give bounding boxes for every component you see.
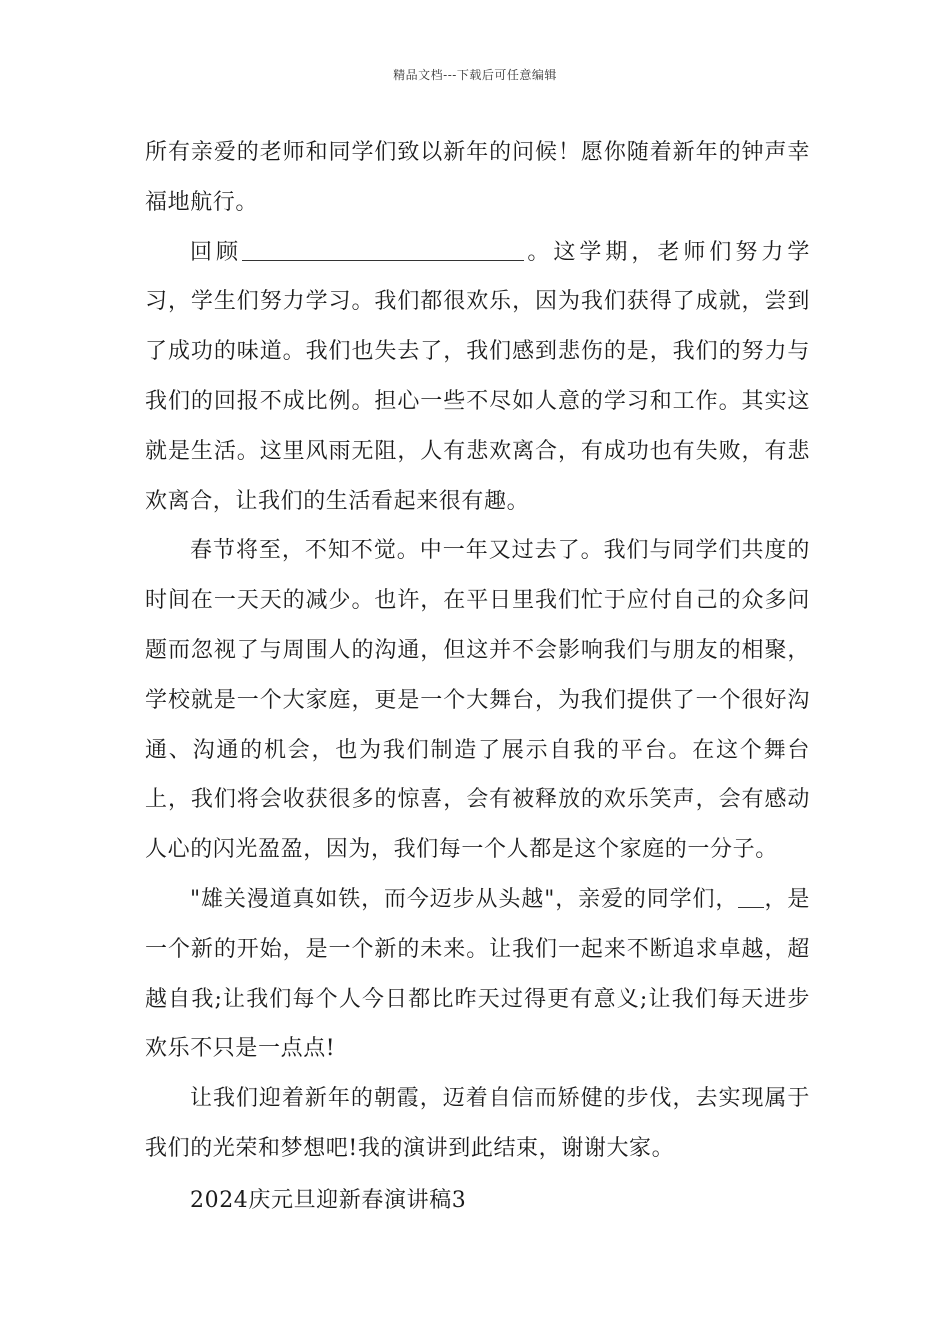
paragraph-review-lead: 回顾: [190, 239, 242, 265]
paragraph-greeting: 所有亲爱的老师和同学们致以新年的问候！愿你随着新年的钟声幸福地航行。: [145, 140, 810, 215]
paragraph-review: [145, 228, 810, 527]
paragraph-quote-body: ，是一个新的开始，是一个新的未来。让我们一起来不断追求卓越，超越自我;让我们每个人今日都比昨天过得更有意义;让我们每天进步欢乐不只是一点点!: [145, 886, 810, 1062]
document-body: [145, 128, 810, 1226]
fill-in-blank: [242, 238, 524, 261]
paragraph-quote: [145, 875, 810, 1074]
paragraph-quote-lead: "雄关漫道真如铁，而今迈步从头越"，亲爱的同学们，: [190, 886, 739, 912]
section-title: 2024庆元旦迎新春演讲稿3: [190, 1187, 467, 1213]
page-header: 精品文档---下载后可任意编辑: [393, 68, 557, 82]
paragraph-review-body: 。这学期，老师们努力学习，学生们努力学习。我们都很欢乐，因为我们获得了成就，尝到了成功的味道。我们也失去了，我们感到悲伤的是，我们的努力与我们的回报不成比例。担心一些不尽如人意的学习和工作。其实这就是生活。这里风雨无阻，人有悲欢离合，有成功也有失败，有悲欢离合，让我们的生活看起来很有趣。: [145, 239, 810, 514]
paragraph-closing: 让我们迎着新年的朝霞，迈着自信而矫健的步伐，去实现属于我们的光荣和梦想吧!我的演讲到此结束，谢谢大家。: [145, 1086, 810, 1161]
fill-in-blank-short: [738, 885, 764, 908]
paragraph-spring-festival: 春节将至，不知不觉。中一年又过去了。我们与同学们共度的时间在一天天的减少。也许，在平日里我们忙于应付自己的众多问题而忽视了与周围人的沟通，但这并不会影响我们与朋友的相聚，学校就是一个大家庭，更是一个大舞台，为我们提供了一个很好沟通、沟通的机会，也为我们制造了展示自我的平台。在这个舞台上，我们将会收获很多的惊喜，会有被释放的欢乐笑声，会有感动人心的闪光盈盈，因为，我们每一个人都是这个家庭的一分子。: [145, 538, 810, 863]
